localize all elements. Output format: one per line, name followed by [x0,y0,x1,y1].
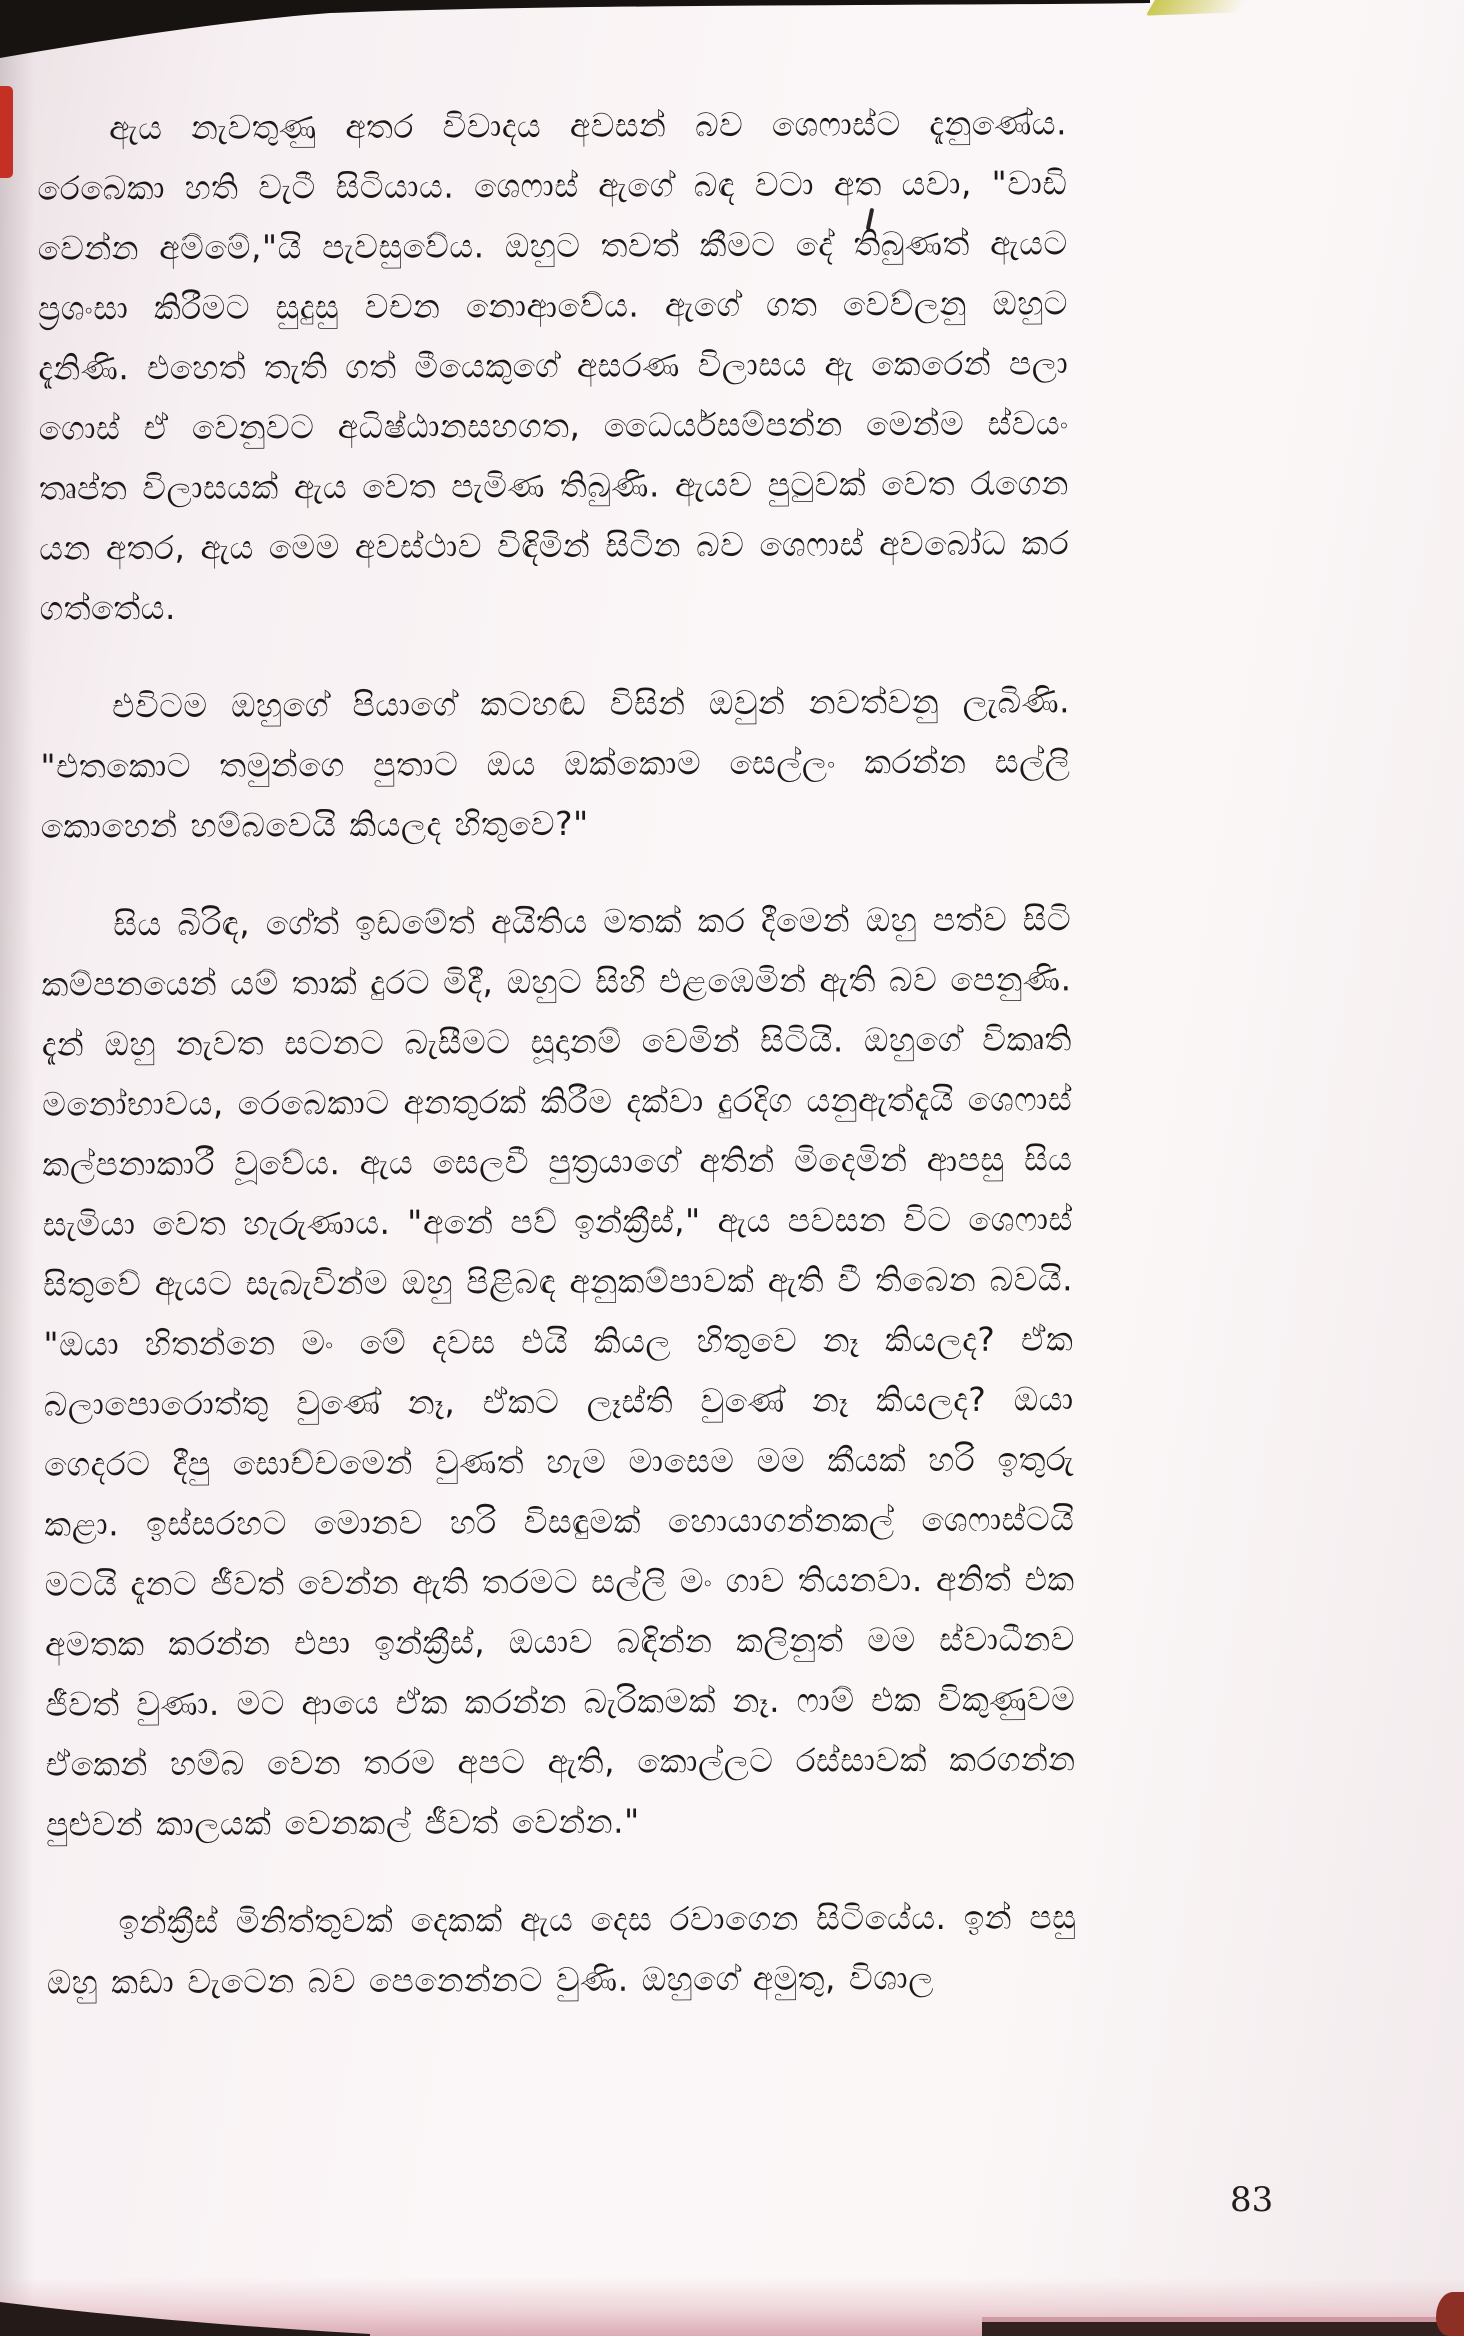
paragraph-2: එවිටම ඔහුගේ පියාගේ කටහඬ විසින් ඔවුන් නවත්වනු ලැබිණි. "එතකොට තමුන්ගෙ පුතාට ඔය ඔක්කොම සෙල්ලං කරන්න සල්ලි කොහෙන් හම්බවෙයි කියලද හිතුවෙ?" [40,681,1071,846]
red-cover-strip [0,86,13,178]
bottom-dark-strip [982,2322,1464,2336]
paragraph-3: සිය බිරිඳ, ගේත් ඉඩමේත් අයිතිය මතක් කර දීමෙන් ඔහු පත්ව සිටි කම්පනයෙන් යම් තාක් දුරට මිදී, ඔහුට සිහි එළඹෙමින් ඇති බව පෙනුණි. දැන් ඔහු නැවත සටනට බැසීමට සූදානම් වෙමින් සිටියි. ඔහුගේ විකෘති මනෝභාවය, රෙබෙකාට අනතුරක් කිරීම දක්වා දුරදිග යනුඇත්දැයි ශෙෆාස් කල්පනාකාරී වූවේය. ඇය සෙලවී පුත්‍රයාගේ අතින් මිදෙමින් ආපසු සිය සැමියා වෙත හැරුණාය. "අනේ පව් ඉන්ක්‍රීස්," ඇය පවසන විට ශෙෆාස් සිතුවේ ඇයට සැබැවින්ම ඔහු පිළිබඳ අනුකම්පාවක් ඇති වී තිබෙන බවයි. "ඔයා හිතන්නෙ මං මේ දවස එයි කියල හිතුවෙ නෑ කියලද? ඒක බලාපොරොත්තු වුණේ නෑ, ඒකට ලෑස්ති වුණේ නෑ කියලද? ඔයා ගෙදරට දීපු සොච්චමෙන් වුණත් හැම මාසෙම මම කීයක් හරි ඉතුරු කළා. ඉස්සරහට මොනව හරි විසඳුමක් හොයාගන්නකල් ශෙෆාස්ටයි මටයි දැනට ජීවත් වෙන්න ඇති තරමට සල්ලි මං ගාව තියනවා. අනිත් එක අමතක කරන්න එපා ඉන්ක්‍රීස්, ඔයාව බඳින්න කලිනුත් මම ස්වාධීනව ජීවත් වුණා. මට ආයෙ ඒක කරන්න බැරිකමක් නෑ. ෆාම් එක විකුණුවම ඒකෙන් හම්බ වෙන තරම අපට ඇති, කොල්ලට රස්සාවක් කරගන්න පුළුවන් කාලයක් වෙනකල් ජීවත් වෙන්න." [41,899,1076,1844]
page-text [37,93,1077,2050]
page-number: 83 [1230,2180,1274,2220]
paragraph-4: ඉන්ක්‍රීස් මිනිත්තුවක් දෙකක් ඇය දෙස රවාගෙන සිටියේය. ඉන් පසු ඔහු කඩා වැටෙන බව පෙනෙන්නට වුණි. ඔහුගේ අමුතු, විශාල [46,1897,1077,2002]
book-spine-bottom-edge [0,2294,370,2336]
paragraph-1: ඇය නැවතුණු අතර විවාදය අවසන් බව ශෙෆාස්ට දැනුණේය. රෙබෙකා හති වැටී සිටියාය. ශෙෆාස් ඇගේ බඳ වටා අත යවා, "වාඩි වෙන්න අම්මේ,"යි පැවසුවේය. ඔහුට තවත් කීමට දේ තිබුණත් ඇයට ප්‍රශංසා කිරීමට සුදුසු වචන නොආවේය. ඇගේ ගත වෙව්ලනු ඔහුට දැනිණි. එහෙත් තැති ගත් මීයෙකුගේ අසරණ විලාසය ඇ කෙරෙන් පලා ගොස් ඒ වෙනුවට අධිෂ්ඨානසහගත, ධෛර්යසම්පන්න මෙන්ම ස්වයං තෘප්ත විලාසයක් ඇය වෙත පැමිණ තිබුණි. ඇයව පුටුවක් වෙත රැගෙන යන අතර, ඇය මෙම අවස්ථාව විඳිමින් සිටින බව ශෙෆාස් අවබෝධ කර ගත්තේය. [37,103,1070,628]
page-edge-shadow [0,0,34,2336]
book-spine-top-edge [0,0,1464,70]
red-corner-blob [1436,2292,1464,2336]
